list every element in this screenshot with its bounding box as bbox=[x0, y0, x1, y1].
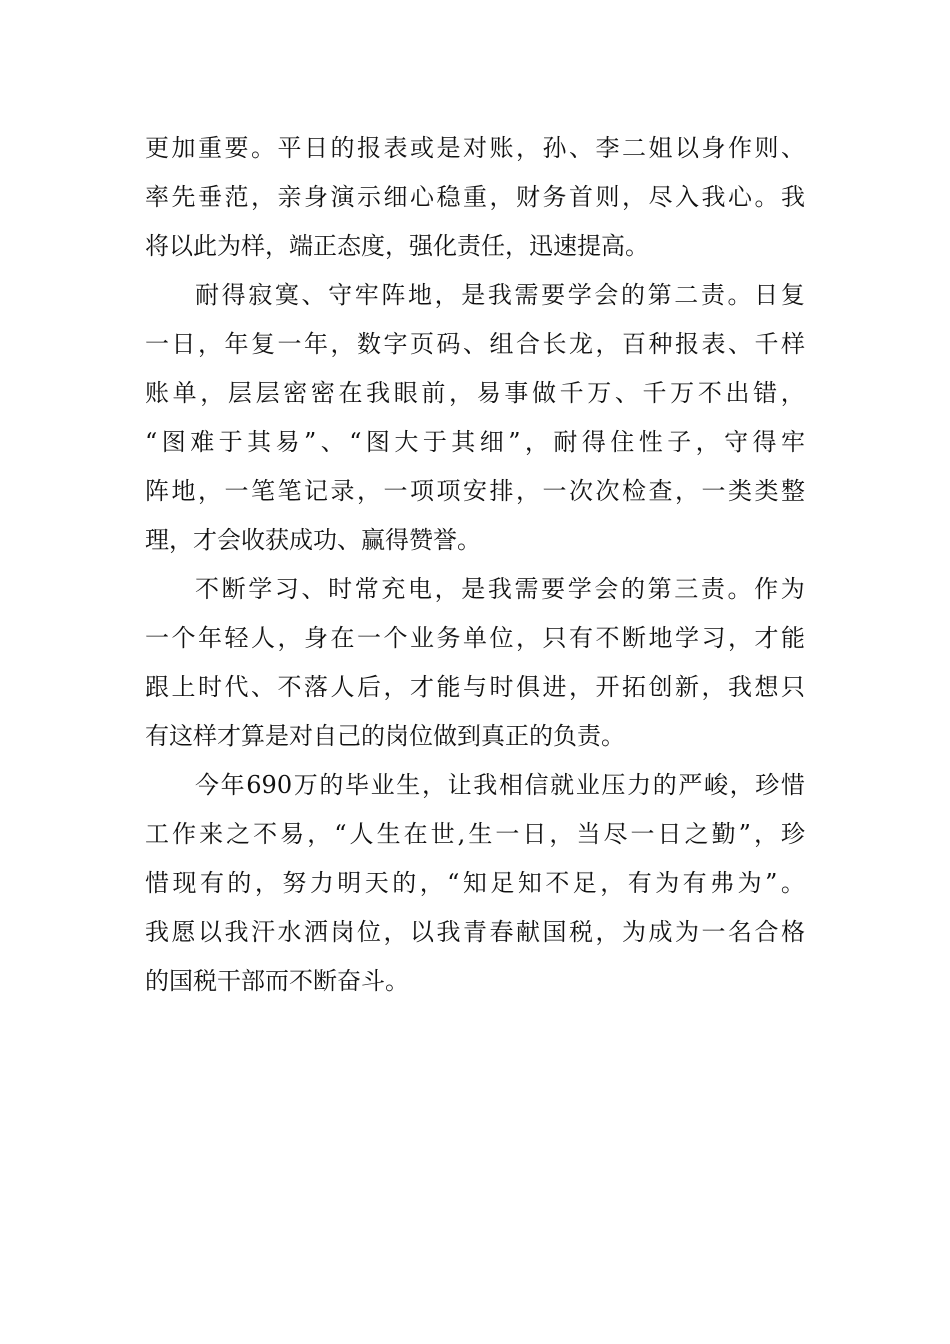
text-line: 一 个 年 轻 人 ， 身 在 一 个 业 务 单 位 ， 只 有 不 断 地 学 习 ， 才 能 bbox=[145, 624, 805, 652]
text-line: 账 单 ， 层 层 密 密 在 我 眼 前 ， 易 事 做 千 万 、 千 万 不 出 错 ， bbox=[145, 379, 805, 407]
text-line: 的国税干部而不断奋斗。 bbox=[145, 967, 409, 995]
text-line: 耐 得 寂 寞 、 守 牢 阵 地 ， 是 我 需 要 学 会 的 第 二 责 。 日 复 bbox=[195, 281, 805, 309]
text-line: 一 日 ， 年 复 一 年 ， 数 字 页 码 、 组 合 长 龙 ， 百 种 报 表 、 千 样 bbox=[145, 330, 805, 358]
text-line: 不 断 学 习 、 时 常 充 电 ， 是 我 需 要 学 会 的 第 三 责 。 作 为 bbox=[195, 575, 805, 603]
text-line: 率 先 垂 范 ， 亲 身 演 示 细 心 稳 重 ， 财 务 首 则 ， 尽 入 我 心 。 我 bbox=[145, 183, 805, 211]
text-line: 更 加 重 要 。 平 日 的 报 表 或 是 对 账 ， 孙 、 李 二 姐 以 身 作 则 、 bbox=[145, 134, 805, 162]
body-text bbox=[145, 124, 805, 1006]
text-line: 我 愿 以 我 汗 水 洒 岗 位 ， 以 我 青 春 献 国 税 ， 为 成 为 一 名 合 格 bbox=[145, 918, 805, 946]
text-line: 跟 上 时 代 、 不 落 人 后 ， 才 能 与 时 俱 进 ， 开 拓 创 新 ， 我 想 只 bbox=[145, 673, 805, 701]
text-line: “ 图 难 于 其 易 ” 、 “ 图 大 于 其 细 ” ， 耐 得 住 性 子 ， 守 得 牢 bbox=[145, 428, 805, 456]
text-line: 将以此为样，端正态度，强化责任，迅速提高。 bbox=[145, 232, 649, 260]
text-line: 阵 地 ， 一 笔 笔 记 录 ， 一 项 项 安 排 ， 一 次 次 检 查 ， 一 类 类 整 bbox=[145, 477, 805, 505]
text-line: 工 作 来 之 不 易 ， “ 人 生 在 世 , 生 一 日 ， 当 尽 一 日 之 勤 ” ， 珍 bbox=[145, 820, 805, 848]
text-line: 惜 现 有 的 ， 努 力 明 天 的 ， “ 知 足 知 不 足 ， 有 为 有 弗 为 ” 。 bbox=[145, 869, 805, 897]
text-line: 今 年 690 万 的 毕 业 生 ， 让 我 相 信 就 业 压 力 的 严 峻 ， 珍 惜 bbox=[195, 771, 805, 799]
text-line: 有这样才算是对自己的岗位做到真正的负责。 bbox=[145, 722, 625, 750]
text-line: 理，才会收获成功、赢得赞誉。 bbox=[145, 526, 481, 554]
